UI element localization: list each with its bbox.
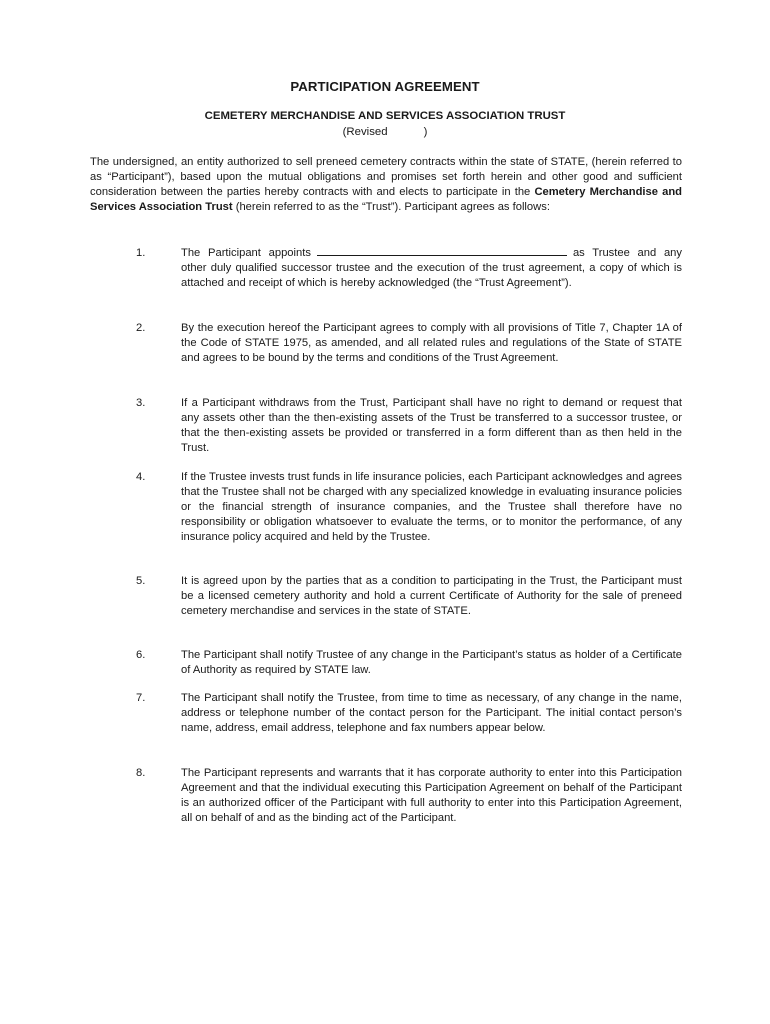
item-number: 8. bbox=[136, 767, 146, 779]
item-text bbox=[181, 246, 682, 291]
trustee-name-blank bbox=[317, 246, 567, 256]
document-subtitle: CEMETERY MERCHANDISE AND SERVICES ASSOCIATION TRUST bbox=[204, 110, 566, 122]
item-text: If the Trustee invests trust funds in life insurance policies, each Participant acknowledges and agrees that the Trustee shall not be charged with any specialized knowledge in evaluating insurance policies or the financial strength of insurance companies, and the Trustee shall therefore have no responsibility or obligation whatsoever to evaluate the terms, or to monitor the performance, of any insurance policy acquired and held by the Trustee. bbox=[181, 471, 682, 543]
revised-label: (Revised bbox=[342, 126, 388, 138]
item-number: 3. bbox=[136, 397, 146, 409]
document-title: PARTICIPATION AGREEMENT bbox=[290, 79, 480, 94]
item-text: The Participant shall notify Trustee of any change in the Participant’s status as holder of a Certificate of Authority as required by STATE law. bbox=[181, 649, 682, 676]
item-number: 5. bbox=[136, 575, 146, 587]
revised-close: ) bbox=[423, 126, 428, 138]
item-text: The Participant shall notify the Trustee, from time to time as necessary, of any change in the name, address or telephone number of the contact person for the Participant. The initial contact person’s name, address, email address, telephone and fax numbers appear below. bbox=[181, 692, 682, 734]
item-number: 1. bbox=[136, 247, 146, 259]
item-number: 4. bbox=[136, 471, 146, 483]
item-text: If a Participant withdraws from the Trust, Participant shall have no right to demand or request that any assets other than the then-existing assets of the Trust be transferred to a successor trustee, or that the then-existing assets be provided or transferred in a form different than as then held in the Trust. bbox=[181, 397, 682, 454]
intro-paragraph bbox=[90, 155, 682, 215]
item-number: 2. bbox=[136, 322, 146, 334]
item-text-before-blank: The Participant appoints bbox=[181, 247, 311, 259]
item-text: The Participant represents and warrants that it has corporate authority to enter into this Participation Agreement and that the individual executing this Participation Agreement on behalf of the Participant is an authorized officer of the Participant with full authority to enter into this Participation Agreement, all on behalf of and as the binding act of the Participant. bbox=[181, 767, 682, 824]
item-number: 7. bbox=[136, 692, 146, 704]
item-number: 6. bbox=[136, 649, 146, 661]
item-text-after-blank: as Trustee and any other duly qualified successor trustee and the execution of the trust agreement, a copy of which is attached and receipt of which is hereby acknowledged (the “Trust Agreement”). bbox=[181, 247, 683, 289]
item-text: By the execution hereof the Participant agrees to comply with all provisions of Title 7, Chapter 1A of the Code of STATE 1975, as amended, and all related rules and regulations of the State of STATE and agrees to be bound by the terms and conditions of the Trust Agreement. bbox=[181, 322, 682, 364]
intro-text-part1: The undersigned, an entity authorized to sell preneed cemetery contracts within the state of STATE, (herein referred to as “Participant”), based upon the mutual obligations and promises set forth herein and other good and sufficient consideration between the parties hereby contracts with and elects to participate in the bbox=[90, 156, 682, 198]
intro-text-part2: (herein referred to as the “Trust”). Participant agrees as follows: bbox=[235, 201, 550, 213]
revised-line bbox=[0, 126, 770, 138]
intro-trust-name: Cemetery Merchandise and Services Association Trust bbox=[90, 186, 682, 213]
item-text: It is agreed upon by the parties that as a condition to participating in the Trust, the Participant must be a licensed cemetery authority and hold a current Certificate of Authority for the sale of preneed cemetery merchandise and services in the state of STATE. bbox=[181, 575, 682, 617]
